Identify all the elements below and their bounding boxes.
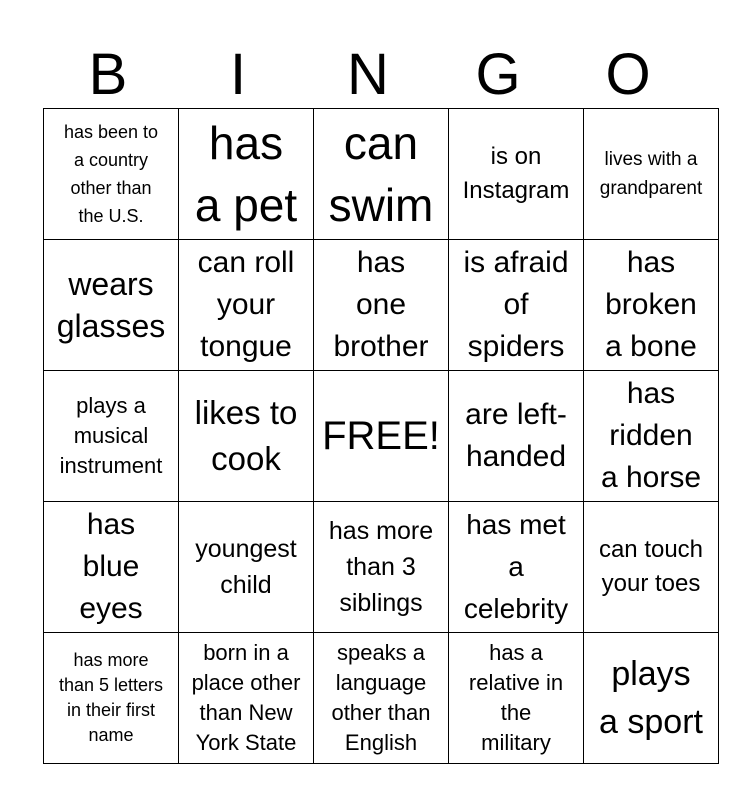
bingo-row — [44, 633, 719, 764]
cell-text: plays a musical instrument — [59, 393, 163, 478]
header-letter-n: N — [347, 42, 389, 107]
cell-text: has more than 3 siblings — [328, 517, 434, 617]
cell-text: is on Instagram — [462, 143, 570, 204]
cell-text: has broken a bone — [605, 246, 697, 363]
cell-text: youngest child — [195, 535, 297, 599]
header-letter-g: G — [475, 42, 521, 107]
bingo-cell — [584, 240, 719, 371]
bingo-cell — [314, 109, 449, 240]
cell-text: has ridden a horse — [600, 377, 702, 494]
header-letter-i: I — [229, 42, 247, 107]
bingo-cell — [449, 633, 584, 764]
bingo-row — [44, 502, 719, 633]
bingo-cell — [44, 109, 179, 240]
cell-text: FREE! — [322, 414, 440, 458]
cell-text: has more than 5 letters in their first name — [58, 650, 164, 745]
bingo-cell — [179, 240, 314, 371]
bingo-cell — [449, 240, 584, 371]
cell-text: born in a place other than New York State — [191, 640, 301, 755]
free-space — [314, 371, 449, 502]
cell-text: wears glasses — [56, 266, 166, 344]
cell-text: can touch your toes — [598, 536, 704, 597]
bingo-cell — [44, 371, 179, 502]
bingo-cell — [449, 502, 584, 633]
bingo-cell — [179, 633, 314, 764]
bingo-cell — [44, 240, 179, 371]
cell-text: likes to cook — [194, 394, 298, 477]
cell-text: speaks a language other than English — [331, 640, 431, 755]
bingo-cell — [584, 371, 719, 502]
bingo-row — [44, 109, 719, 240]
cell-text: can roll your tongue — [197, 246, 295, 363]
bingo-row — [44, 371, 719, 502]
bingo-cell — [179, 109, 314, 240]
bingo-row — [44, 240, 719, 371]
bingo-cell — [584, 502, 719, 633]
bingo-cell — [179, 502, 314, 633]
header-letter-o: O — [605, 42, 651, 107]
header-letter-b: B — [88, 42, 128, 107]
bingo-header — [43, 44, 693, 106]
cell-text: has a relative in the military — [468, 640, 564, 755]
cell-text: are left- handed — [465, 398, 567, 473]
bingo-cell — [584, 109, 719, 240]
bingo-cell — [584, 633, 719, 764]
bingo-cell — [314, 502, 449, 633]
cell-text: plays a sport — [599, 655, 703, 741]
cell-text: has blue eyes — [79, 508, 143, 625]
cell-text: has one brother — [333, 246, 429, 363]
cell-text: has met a celebrity — [463, 509, 569, 624]
bingo-cell — [449, 371, 584, 502]
bingo-cell — [179, 371, 314, 502]
bingo-cell — [449, 109, 584, 240]
bingo-cell — [314, 240, 449, 371]
bingo-cell — [314, 633, 449, 764]
cell-text: lives with a grandparent — [599, 149, 703, 199]
cell-text: is afraid of spiders — [463, 246, 569, 363]
cell-text: has a pet — [194, 117, 298, 231]
bingo-card — [43, 108, 719, 764]
bingo-cell — [44, 502, 179, 633]
cell-text: can swim — [328, 117, 434, 231]
cell-text: has been to a country other than the U.S. — [63, 122, 159, 226]
bingo-cell — [44, 633, 179, 764]
